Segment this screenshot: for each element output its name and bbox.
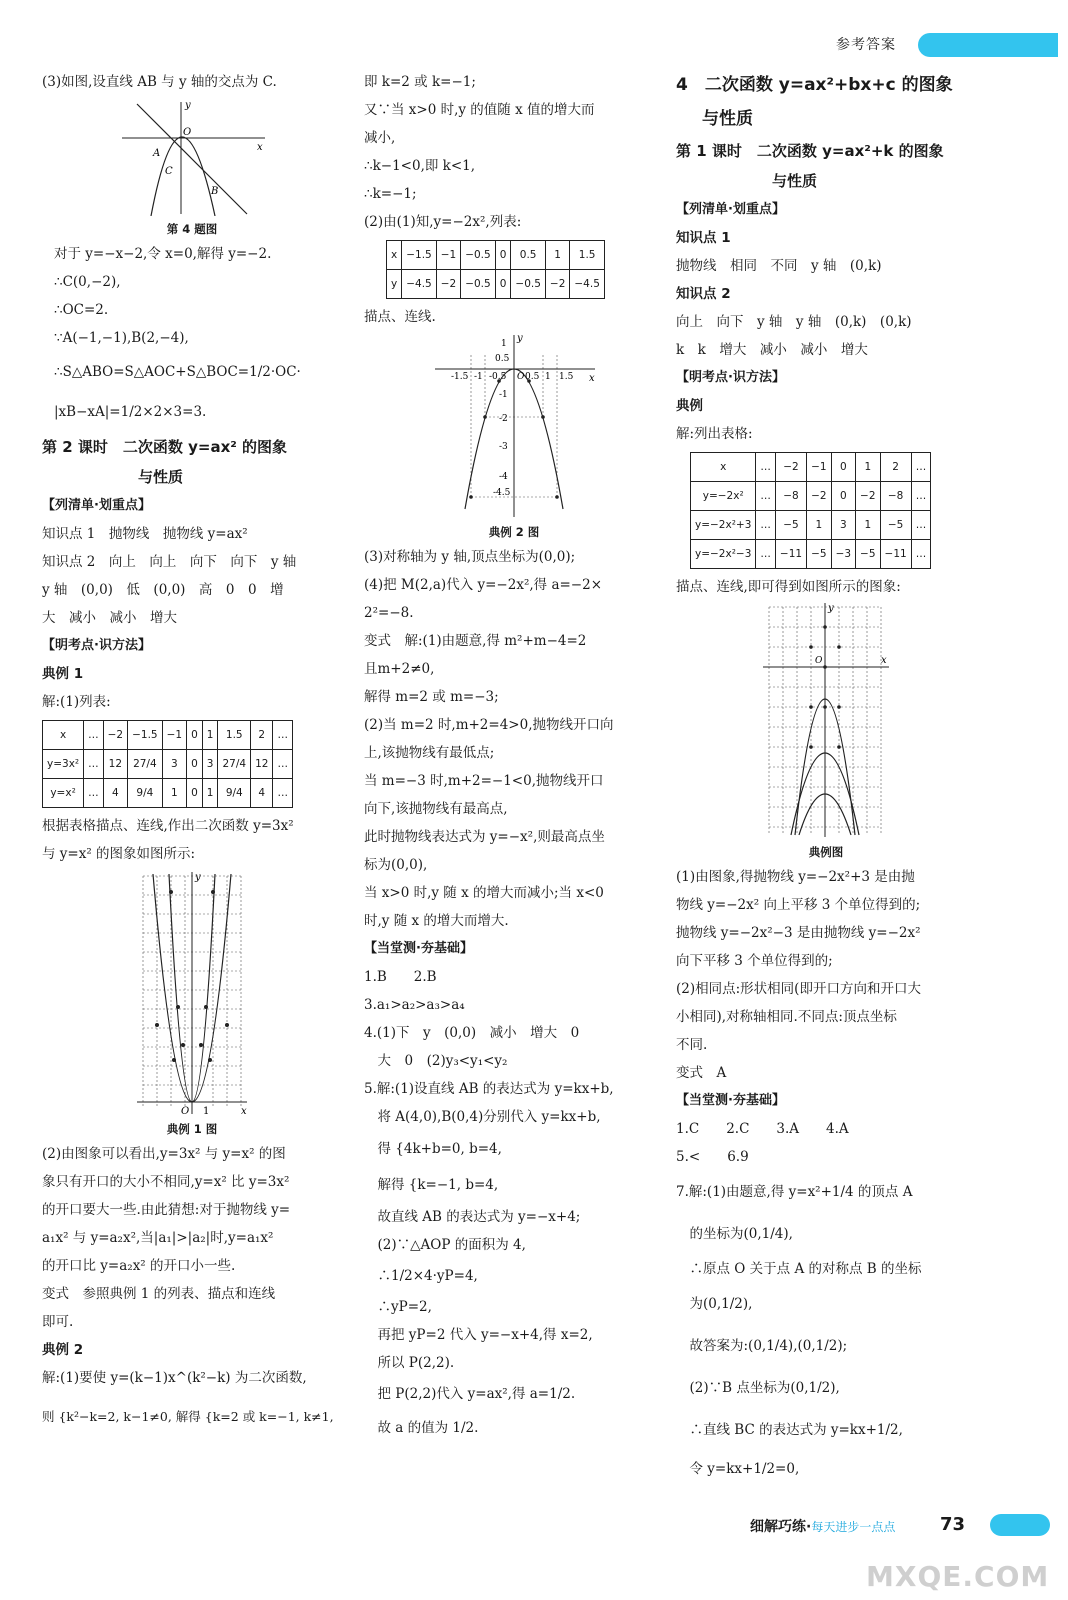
table-cell: y=−2x² xyxy=(691,482,756,511)
lesson2-title-cont: 与性质 xyxy=(138,468,184,486)
table-cell: 3 xyxy=(831,511,855,540)
table-cell: −1 xyxy=(162,721,186,750)
figure-example xyxy=(761,603,891,839)
section-ming: 【明考点·识方法】 xyxy=(42,638,151,653)
table-cell: 9/4 xyxy=(128,779,163,808)
text-line: |xB−xA|=1/2×2×3=3. xyxy=(54,404,207,420)
footer-brand xyxy=(750,1516,895,1536)
table-1 xyxy=(42,720,293,808)
answer-line: 故 a 的值为 1/2. xyxy=(364,1420,479,1436)
knowledge-point-1: 知识点 1 抛物线 抛物线 y=ax² xyxy=(42,526,248,542)
table-cell: −0.5 xyxy=(461,270,496,299)
table-cell: −4.5 xyxy=(570,270,605,299)
table-row xyxy=(691,482,931,511)
footer-brand-name: 细解巧练· xyxy=(750,1519,812,1535)
knowledge-point-2: 知识点 2 xyxy=(676,286,731,302)
table-cell: −0.5 xyxy=(511,270,546,299)
text-line: 对于 y=−x−2,令 x=0,解得 y=−2. xyxy=(54,246,272,262)
table-cell: … xyxy=(911,482,931,511)
answer-line: 4.(1)下 y (0,0) 减小 增大 0 xyxy=(364,1025,580,1041)
section-ming: 【明考点·识方法】 xyxy=(676,370,785,385)
figure-example-1 xyxy=(133,870,251,1116)
table-cell: y=3x² xyxy=(43,750,84,779)
table-cell: 1 xyxy=(202,779,218,808)
table-cell: 3 xyxy=(202,750,218,779)
text-line: 减小, xyxy=(364,130,396,146)
answer-line: 令 y=kx+1/2=0, xyxy=(676,1461,800,1477)
text-line: 又∵当 x>0 时,y 的值随 x 值的增大而 xyxy=(364,102,595,118)
fig3-y-label: y xyxy=(828,603,834,614)
text-line: a₁x² 与 y=a₂x²,当|a₁|>|a₂|时,y=a₁x² xyxy=(42,1230,274,1246)
knowledge-point-2-cont: 大 减小 减小 增大 xyxy=(42,610,177,626)
table-cell: … xyxy=(756,453,776,482)
table-cell: −5 xyxy=(880,511,911,540)
text-line: (3)如图,设直线 AB 与 y 轴的交点为 C. xyxy=(42,74,277,90)
text-line: 即 k=2 或 k=−1; xyxy=(364,74,476,90)
text-line: 标为(0,0), xyxy=(364,857,428,873)
section-list: 【列清单·划重点】 xyxy=(676,202,785,217)
fig2-y-label: y xyxy=(517,333,523,344)
fig2-tick: 0.5 xyxy=(495,354,510,364)
answer-line: 3.a₁>a₂>a₃>a₄ xyxy=(364,997,465,1013)
watermark: MXQE.COM xyxy=(866,1560,1050,1593)
table-cell: 9/4 xyxy=(218,779,251,808)
table-row xyxy=(691,540,931,569)
table-row xyxy=(387,270,605,299)
knowledge-point-2-cont: y 轴 (0,0) 低 (0,0) 高 0 0 增 xyxy=(42,582,284,598)
table-cell: −0.5 xyxy=(461,241,496,270)
answer-line: ∴1/2×4·yP=4, xyxy=(364,1268,478,1284)
table-row xyxy=(43,721,293,750)
table-cell: … xyxy=(273,721,293,750)
answer-line: 大 0 (2)y₃<y₁<y₂ xyxy=(364,1053,508,1069)
fig1-x-label: x xyxy=(241,1106,247,1116)
answer-line: ∴yP=2, xyxy=(364,1299,432,1315)
table-row xyxy=(691,453,931,482)
knowledge-point-2-answer: k k 增大 减小 减小 增大 xyxy=(676,342,868,358)
table-cell: y=−2x²+3 xyxy=(691,511,756,540)
table-cell: … xyxy=(756,540,776,569)
example-1-label: 典例 1 xyxy=(42,666,84,682)
table-cell: … xyxy=(911,453,931,482)
text-line: 时,y 随 x 的增大而增大. xyxy=(364,913,509,929)
text-line: 描点、连线. xyxy=(364,309,436,325)
table-cell: −2 xyxy=(807,482,831,511)
fig2-tick: -4 xyxy=(499,472,508,482)
chapter-title-cont: 与性质 xyxy=(702,109,753,129)
table-cell: x xyxy=(387,241,402,270)
text-line: 抛物线 y=−2x²−3 是由抛物线 y=−2x² xyxy=(676,925,921,941)
answer-line: 解得 {k=−1, b=4, xyxy=(364,1177,499,1193)
fig4-x-label: x xyxy=(257,142,263,153)
section-dang: 【当堂测·夯基础】 xyxy=(676,1093,785,1108)
column-middle xyxy=(364,68,664,1445)
text-line: (3)对称轴为 y 轴,顶点坐标为(0,0); xyxy=(364,549,576,565)
fig4-a-label: A xyxy=(153,148,161,159)
table-cell: −2 xyxy=(436,270,460,299)
text-line: 物线 y=−2x² 向上平移 3 个单位得到的; xyxy=(676,897,921,913)
knowledge-point-1: 知识点 1 xyxy=(676,230,731,246)
header-bar xyxy=(918,33,1058,57)
table-cell: … xyxy=(756,482,776,511)
figure-4 xyxy=(117,98,267,216)
table-cell: −1.5 xyxy=(128,721,163,750)
text-line: (2)由(1)知,y=−2x²,列表: xyxy=(364,214,522,230)
table-cell: 2 xyxy=(880,453,911,482)
table-cell: 1 xyxy=(856,453,880,482)
table-cell: … xyxy=(911,511,931,540)
fig2-tick: 1 xyxy=(545,372,551,382)
table-cell: 27/4 xyxy=(128,750,163,779)
table-cell: −11 xyxy=(880,540,911,569)
table-cell: … xyxy=(84,721,104,750)
text-line: ∴k=−1; xyxy=(364,186,417,202)
table-cell: 12 xyxy=(251,750,273,779)
fig3-x-label: x xyxy=(881,655,887,666)
page-number-badge xyxy=(990,1514,1050,1536)
footer-slogan: 每天进步一点点 xyxy=(811,1520,896,1534)
table-cell: 0 xyxy=(831,482,855,511)
table-cell: … xyxy=(273,779,293,808)
table-cell: −2 xyxy=(545,270,569,299)
table-cell: y=x² xyxy=(43,779,84,808)
table-cell: −8 xyxy=(775,482,806,511)
table-cell: −2 xyxy=(856,482,880,511)
text-line: 象只有开口的大小不相同,y=x² 比 y=3x² xyxy=(42,1174,290,1190)
chapter-title: 4 二次函数 y=ax²+bx+c 的图象 xyxy=(676,75,953,95)
table-cell: 2 xyxy=(251,721,273,750)
text-line: (4)把 M(2,a)代入 y=−2x²,得 a=−2× xyxy=(364,577,603,593)
text-line: 此时抛物线表达式为 y=−x²,则最高点坐 xyxy=(364,829,605,845)
table-cell: 0 xyxy=(495,241,511,270)
fig4-y-label: y xyxy=(185,100,191,111)
text-line: (1)由图象,得抛物线 y=−2x²+3 是由抛 xyxy=(676,869,915,885)
answer-line: 得 {4k+b=0, b=4, xyxy=(364,1141,502,1157)
text-line: ∴S△ABO=S△AOC+S△BOC=1/2·OC· xyxy=(54,364,301,380)
text-line: 解:(1)列表: xyxy=(42,694,111,710)
text-line: 则 {k²−k=2, k−1≠0, 解得 {k=2 或 k=−1, k≠1, xyxy=(42,1409,334,1424)
answer-line: 为(0,1/2), xyxy=(676,1296,753,1312)
table-cell: −4.5 xyxy=(402,270,437,299)
answer-line: 故直线 AB 的表达式为 y=−x+4; xyxy=(364,1209,581,1225)
text-line: (2)相同点:形状相同(即开口方向和开口大 xyxy=(676,981,921,997)
lesson1-title-cont: 与性质 xyxy=(772,172,818,190)
answer-line: ∴原点 O 关于点 A 的对称点 B 的坐标 xyxy=(676,1261,922,1277)
table-row xyxy=(387,241,605,270)
column-right xyxy=(676,68,976,1487)
knowledge-point-2-answer: 向上 向下 y 轴 y 轴 (0,k) (0,k) xyxy=(676,314,912,330)
text-line: 不同. xyxy=(676,1037,708,1053)
text-line: 向下,该抛物线有最高点, xyxy=(364,801,508,817)
fig2-tick: -0.5 xyxy=(489,372,507,382)
example-label: 典例 xyxy=(676,398,703,414)
text-line: 描点、连线,即可得到如图所示的图象: xyxy=(676,579,901,595)
table-cell: −5 xyxy=(775,511,806,540)
text-line: 上,该抛物线有最低点; xyxy=(364,745,495,761)
fig2-tick: -1.5 xyxy=(451,372,469,382)
table-cell: −5 xyxy=(856,540,880,569)
knowledge-point-2: 知识点 2 向上 向上 向下 向下 y 轴 xyxy=(42,554,297,570)
text-line: 的开口比 y=a₂x² 的开口小一些. xyxy=(42,1258,236,1274)
text-line: ∴k−1<0,即 k<1, xyxy=(364,158,476,174)
answer-line: ∴直线 BC 的表达式为 y=kx+1/2, xyxy=(676,1422,903,1438)
table-cell: 0 xyxy=(187,721,203,750)
text-line: 且m+2≠0, xyxy=(364,661,435,677)
table-row xyxy=(43,779,293,808)
table-row xyxy=(43,750,293,779)
example-2-label: 典例 2 xyxy=(42,1342,84,1358)
table-cell: 1 xyxy=(856,511,880,540)
text-line: 2²=−8. xyxy=(364,605,414,621)
answer-line: (2)∵△AOP 的面积为 4, xyxy=(364,1237,526,1253)
fig2-x-label: x xyxy=(589,373,595,384)
fig2-origin-label: O xyxy=(517,372,525,382)
table-cell: −5 xyxy=(807,540,831,569)
answer-line: 把 P(2,2)代入 y=ax²,得 a=1/2. xyxy=(364,1386,576,1402)
figure-example-2 xyxy=(429,333,599,519)
text-line: 变式 A xyxy=(676,1065,727,1081)
text-line: 当 m=−3 时,m+2=−1<0,抛物线开口 xyxy=(364,773,604,789)
table-cell: 0 xyxy=(187,750,203,779)
figure-example-2-caption: 典例 2 图 xyxy=(488,525,540,539)
table-cell: −11 xyxy=(775,540,806,569)
table-cell: 1.5 xyxy=(570,241,605,270)
text-line: 向下平移 3 个单位得到的; xyxy=(676,953,833,969)
table-cell: x xyxy=(691,453,756,482)
fig2-tick: -3 xyxy=(499,442,508,452)
fig3-origin-label: O xyxy=(815,656,823,666)
text-line: 变式 解:(1)由题意,得 m²+m−4=2 xyxy=(364,633,587,649)
text-line: 小相同),对称轴相同.不同点:顶点坐标 xyxy=(676,1009,897,1025)
fig2-tick: -1 xyxy=(474,372,483,382)
fig2-tick: 1.5 xyxy=(559,372,574,382)
table-3 xyxy=(690,452,931,569)
text-line: 解得 m=2 或 m=−3; xyxy=(364,689,499,705)
answer-line: 故答案为:(0,1/4),(0,1/2); xyxy=(676,1338,848,1354)
fig1-origin-label: O xyxy=(181,1106,190,1116)
text-line: ∴C(0,−2), xyxy=(54,274,121,290)
table-cell: −2 xyxy=(103,721,127,750)
text-line: 解:(1)要使 y=(k−1)x^(k²−k) 为二次函数, xyxy=(42,1370,307,1386)
table-cell: 12 xyxy=(103,750,127,779)
table-cell: −1 xyxy=(436,241,460,270)
table-cell: 0 xyxy=(495,270,511,299)
lesson1-title: 第 1 课时 二次函数 y=ax²+k 的图象 xyxy=(676,142,944,160)
fig1-one-label: 1 xyxy=(203,1106,210,1116)
table-cell: −1.5 xyxy=(402,241,437,270)
text-line: ∵A(−1,−1),B(2,−4), xyxy=(54,330,189,346)
table-cell: x xyxy=(43,721,84,750)
fig2-tick: 0.5 xyxy=(525,372,540,382)
table-cell: 1 xyxy=(162,779,186,808)
answer-line: 1.B 2.B xyxy=(364,969,437,985)
fig1-y-label: y xyxy=(195,872,201,883)
table-2 xyxy=(386,240,605,299)
answer-line: 所以 P(2,2). xyxy=(364,1355,455,1371)
text-line: 当 x>0 时,y 随 x 的增大而减小;当 x<0 xyxy=(364,885,604,901)
table-cell: 1 xyxy=(202,721,218,750)
variant-1: 变式 参照典例 1 的列表、描点和连线 xyxy=(42,1286,276,1302)
answer-line: 再把 yP=2 代入 y=−x+4,得 x=2, xyxy=(364,1327,593,1343)
knowledge-point-1-answer: 抛物线 相同 不同 y 轴 (0,k) xyxy=(676,258,882,274)
variant-1-cont: 即可. xyxy=(42,1314,74,1330)
answer-line: 将 A(4,0),B(0,4)分别代入 y=kx+b, xyxy=(364,1109,601,1125)
table-cell: 1 xyxy=(807,511,831,540)
table-cell: −3 xyxy=(831,540,855,569)
text-line: 的开口要大一些.由此猜想:对于抛物线 y= xyxy=(42,1202,291,1218)
fig4-c-label: C xyxy=(165,166,173,177)
table-cell: −2 xyxy=(775,453,806,482)
section-dang: 【当堂测·夯基础】 xyxy=(364,941,473,956)
table-cell: 1 xyxy=(545,241,569,270)
answer-line: 5.解:(1)设直线 AB 的表达式为 y=kx+b, xyxy=(364,1081,614,1097)
text-line: 与 y=x² 的图象如图所示: xyxy=(42,846,196,862)
table-cell: −1 xyxy=(807,453,831,482)
header-label: 参考答案 xyxy=(836,37,896,53)
table-row xyxy=(691,511,931,540)
table-cell: 4 xyxy=(251,779,273,808)
fig4-origin-label: O xyxy=(183,127,192,138)
table-cell: … xyxy=(84,779,104,808)
fig2-tick: -1 xyxy=(499,390,508,400)
table-cell: 0.5 xyxy=(511,241,546,270)
text-line: 根据表格描点、连线,作出二次函数 y=3x² xyxy=(42,818,294,834)
answer-line: (2)∵B 点坐标为(0,1/2), xyxy=(676,1380,840,1396)
fig2-tick: 1 xyxy=(501,339,507,349)
text-line: 解:列出表格: xyxy=(676,426,753,442)
table-cell: … xyxy=(756,511,776,540)
fig4-b-label: B xyxy=(211,186,219,197)
answer-line: 1.C 2.C 3.A 4.A xyxy=(676,1121,849,1137)
lesson2-title: 第 2 课时 二次函数 y=ax² 的图象 xyxy=(42,438,288,456)
answer-line: 的坐标为(0,1/4), xyxy=(676,1226,793,1242)
text-line: ∴OC=2. xyxy=(54,302,109,318)
text-line: (2)由图象可以看出,y=3x² 与 y=x² 的图 xyxy=(42,1146,286,1162)
section-list: 【列清单·划重点】 xyxy=(42,498,151,513)
table-cell: 0 xyxy=(831,453,855,482)
fig2-tick: -4.5 xyxy=(493,488,511,498)
table-cell: y xyxy=(387,270,402,299)
table-cell: y=−2x²−3 xyxy=(691,540,756,569)
table-cell: 27/4 xyxy=(218,750,251,779)
table-cell: … xyxy=(273,750,293,779)
table-cell: −8 xyxy=(880,482,911,511)
answer-line: 5.< 6.9 xyxy=(676,1149,749,1165)
fig2-tick: -2 xyxy=(499,414,508,424)
table-cell: 3 xyxy=(162,750,186,779)
table-cell: 4 xyxy=(103,779,127,808)
column-left xyxy=(42,68,342,1442)
text-line: (2)当 m=2 时,m+2=4>0,抛物线开口向 xyxy=(364,717,614,733)
figure-4-caption: 第 4 题图 xyxy=(166,222,218,236)
answer-line: 7.解:(1)由题意,得 y=x²+1/4 的顶点 A xyxy=(676,1184,913,1200)
figure-example-caption: 典例图 xyxy=(808,845,844,859)
page-number: 73 xyxy=(940,1514,966,1535)
table-cell: … xyxy=(911,540,931,569)
table-cell: … xyxy=(84,750,104,779)
table-cell: 1.5 xyxy=(218,721,251,750)
table-cell: 0 xyxy=(187,779,203,808)
figure-example-1-caption: 典例 1 图 xyxy=(166,1122,218,1136)
